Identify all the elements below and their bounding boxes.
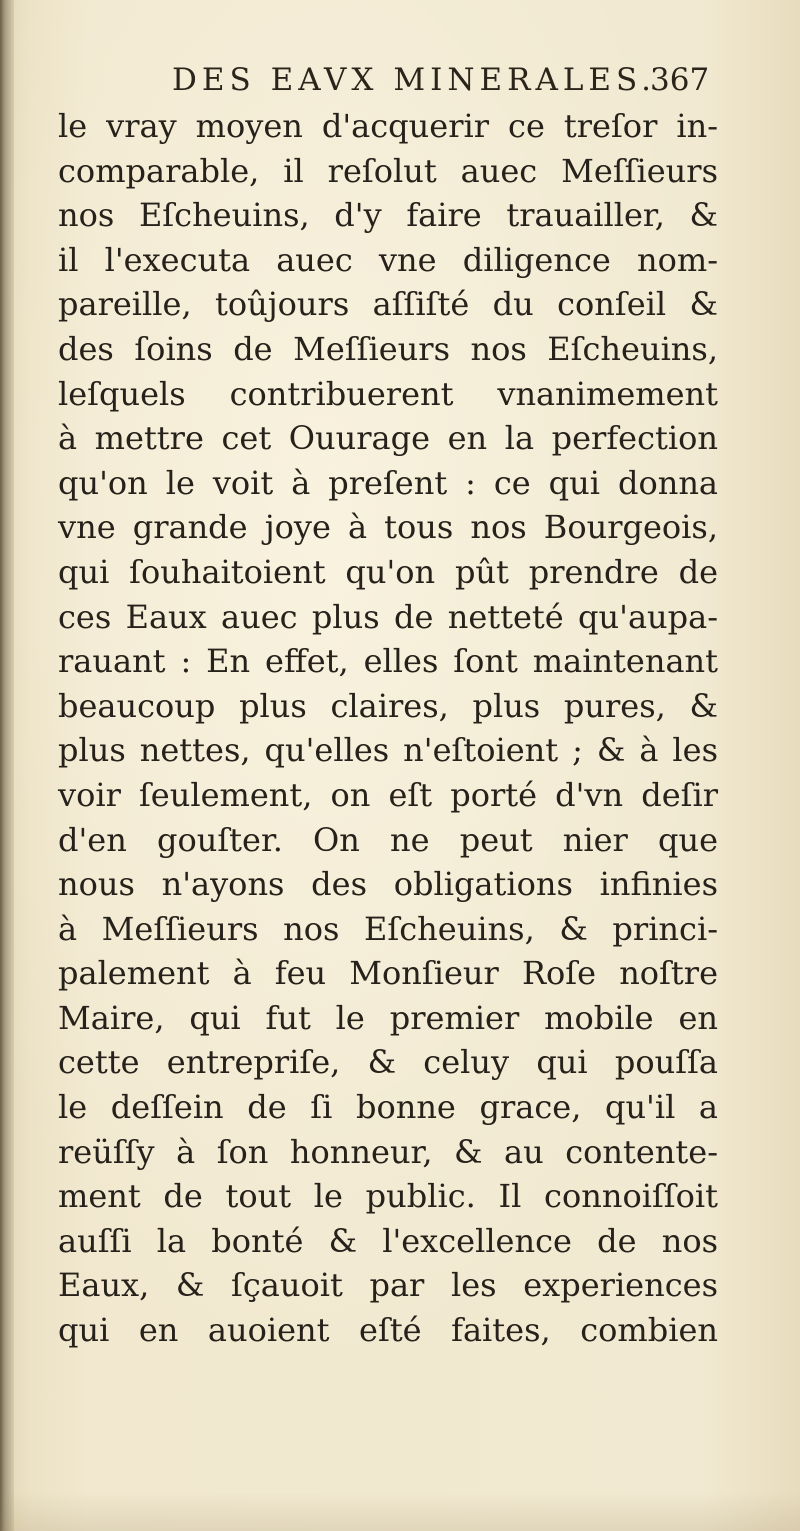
text-line: palement à feu Monſieur Roſe noſtre [58, 954, 718, 993]
text-line: des ſoins de Meſſieurs nos Eſcheuins, [58, 329, 718, 368]
text-line: vne grande joye à tous nos Bourgeois, [58, 508, 718, 547]
text-line: ment de tout le public. Il connoiſſoit [58, 1177, 718, 1216]
text-line: qu'on le voit à preſent : ce qui donna [58, 463, 718, 502]
text-line: plus nettes, qu'elles n'eſtoient ; & à les [58, 731, 718, 770]
page-number: 367 [650, 62, 710, 98]
text-line: beaucoup plus claires, plus pures, & [58, 686, 718, 725]
text-line: il l'executa auec vne diligence nom- [58, 240, 718, 279]
text-line: pareille, toûjours aſſiſté du conſeil & [58, 285, 718, 324]
text-line: qui ſouhaitoient qu'on pût prendre de [58, 552, 718, 591]
book-gutter [0, 0, 14, 1531]
text-line: d'en gouſter. On ne peut nier que [58, 820, 718, 859]
text-line: Maire, qui fut le premier mobile en [58, 998, 718, 1037]
text-line: leſquels contribuerent vnanimement [58, 374, 718, 413]
text-line: auſſi la bonté & l'excellence de nos [58, 1221, 718, 1260]
text-line: le vray moyen d'acquerir ce treſor in- [58, 107, 718, 145]
text-line: comparable, il reſolut auec Meſſieurs [58, 151, 718, 190]
text-line: rauant : En effet, elles ſont maintenant [58, 642, 718, 681]
text-line: Eaux, & ſçauoit par les experiences [58, 1266, 718, 1305]
text-line: voir ſeulement, on eſt porté d'vn deſir [58, 775, 718, 814]
text-line: qui en auoient eſté faites, combien [58, 1311, 718, 1350]
page-bottom-shading [0, 1491, 800, 1531]
text-line: ces Eaux auec plus de netteté qu'aupa- [58, 597, 718, 636]
text-line: à Meſſieurs nos Eſcheuins, & princi- [58, 909, 718, 948]
running-title: DES EAVX MINERALES. [172, 62, 657, 98]
text-line: à mettre cet Ouurage en la perfection [58, 419, 718, 458]
text-line: reüſſy à ſon honneur, & au contente- [58, 1132, 718, 1171]
text-line: le deſſein de ſi bonne grace, qu'il a [58, 1088, 718, 1127]
text-line: nos Eſcheuins, d'y faire trauailler, & [58, 196, 718, 235]
body-text [58, 104, 718, 1353]
text-line: cette entrepriſe, & celuy qui pouſſa [58, 1043, 718, 1082]
page-header [0, 58, 800, 108]
text-line: nous n'ayons des obligations infinies [58, 865, 718, 904]
